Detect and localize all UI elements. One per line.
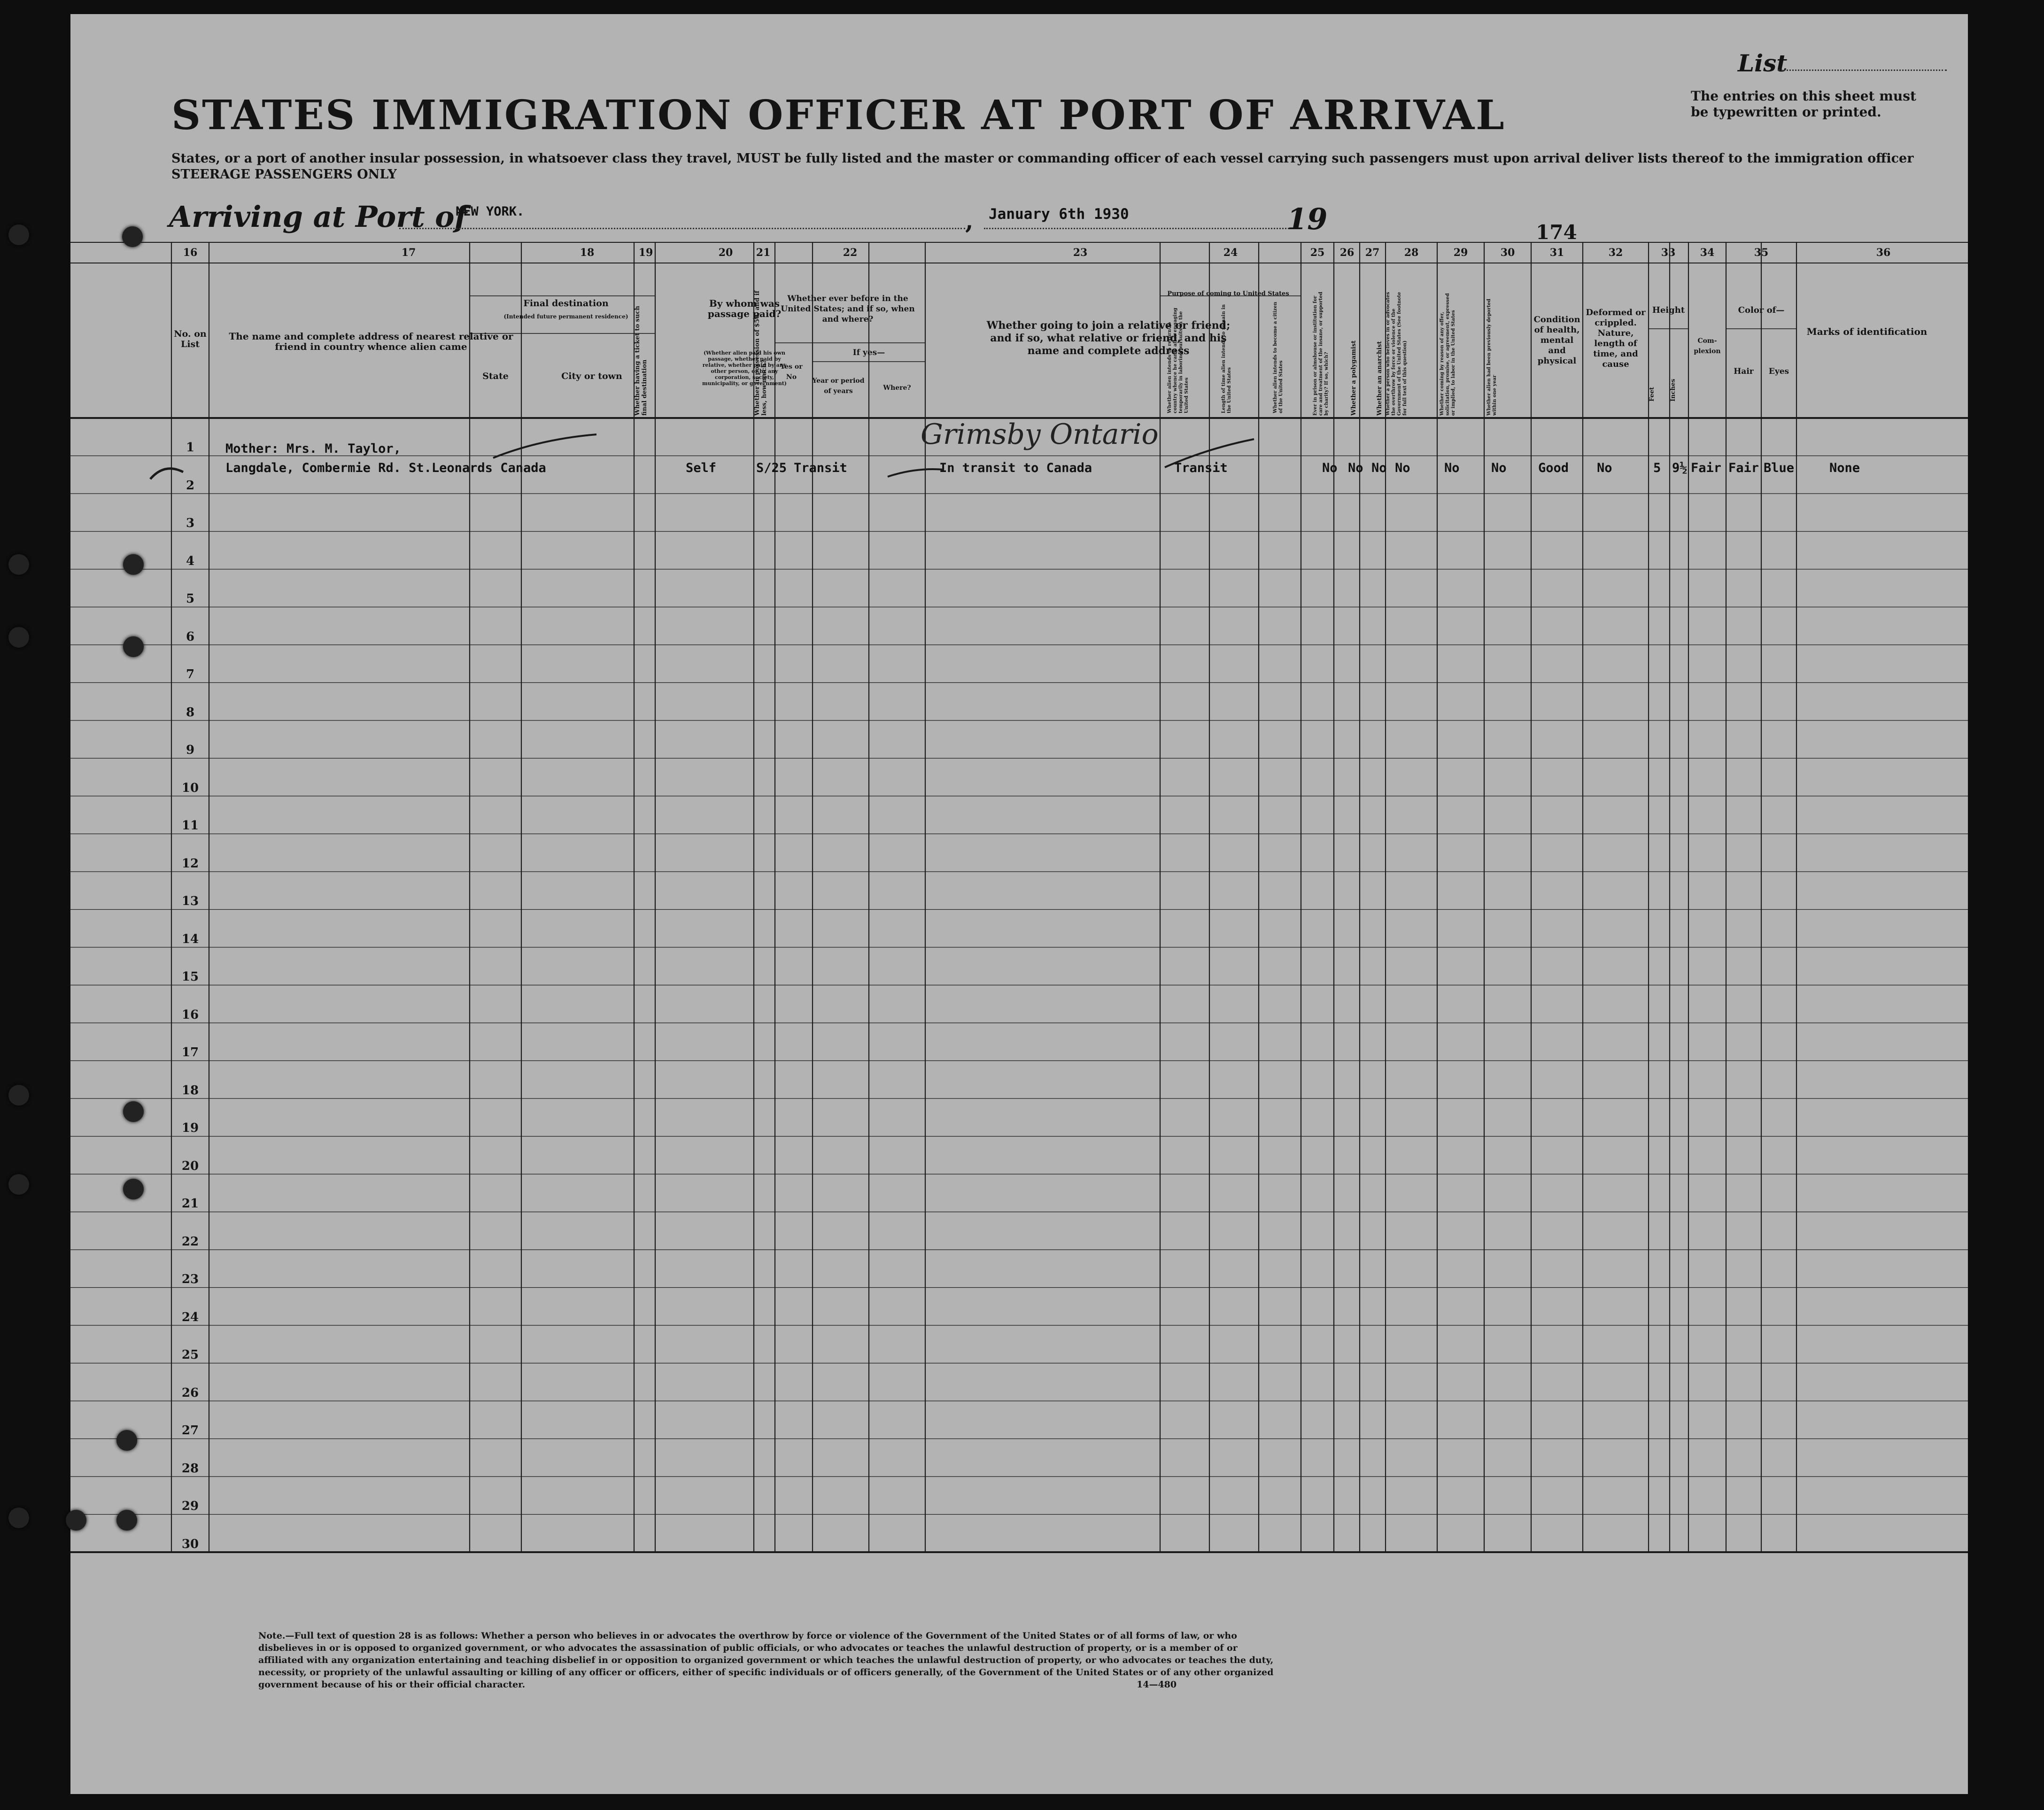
entry-c25: No (1322, 461, 1338, 475)
col22-yesno-header: Yes or No (780, 363, 803, 381)
date-line (984, 228, 1289, 229)
binder-hole (123, 554, 144, 575)
binder-hole (66, 1510, 86, 1531)
column-number: 33 (1661, 247, 1676, 259)
list-label: List (1738, 49, 1788, 77)
entry-c29: No (1444, 461, 1460, 475)
row-number: 15 (181, 970, 199, 984)
column-number: 36 (1876, 247, 1891, 259)
check-mark-purpose (1165, 439, 1254, 467)
binder-hole (8, 1508, 29, 1528)
entry-hair: Fair (1728, 461, 1759, 475)
column-number: 24 (1223, 247, 1238, 259)
arriving-label: Arriving at Port of (169, 200, 467, 234)
entry-joining-handwritten: Grimsby Ontario (921, 418, 1159, 451)
entry-feet: 5 (1653, 461, 1661, 475)
entry-relative-line1: Mother: Mrs. M. Taylor, (225, 441, 401, 456)
row-number: 6 (186, 629, 195, 644)
column-number: 25 (1310, 247, 1325, 259)
port-comma: , (965, 207, 974, 234)
col23-header: Whether going to join a relative or friend; and if so, what relative or friend, and his name and complete address (986, 319, 1231, 357)
col33-feet-header: Feet (1649, 387, 1656, 402)
row-number: 10 (181, 781, 199, 795)
col33-inches-header: Inches (1670, 379, 1677, 402)
binder-hole (116, 1430, 137, 1451)
column-number: 20 (718, 247, 733, 259)
col22-ifyes-header: If yes— (852, 348, 885, 357)
row-number: 22 (181, 1234, 199, 1249)
instruction-line-2: be typewritten or printed. (1691, 104, 1881, 120)
entry-paid-by: Self (686, 461, 717, 475)
col35-hair-header: Hair (1734, 367, 1754, 376)
col20-note: (Whether alien paid his own passage, whether paid by relative, whether paid by any other person, or by any corporation, society, municipality, or government) (702, 350, 787, 387)
row-number: 8 (186, 705, 195, 719)
column-number: 32 (1608, 247, 1623, 259)
entry-eyes: Blue (1764, 461, 1795, 475)
col17-header: The name and complete address of nearest relative or friend in country whence alien came (229, 331, 513, 352)
entry-joining: In transit to Canada (939, 461, 1092, 475)
subtitle-line: States, or a port of another insular possession, in whatsoever class they travel, MUST be fully listed and the master or commanding officer of each vessel carrying such passengers must upon arrival deliver lists thereof to the immigration officer (171, 151, 1914, 166)
entry-c27: No (1371, 461, 1387, 475)
col28-header: Whether a person who believes in or advocates the overthrow by force or violence of the Government of the United States (See footnote for full text of this question) (1386, 292, 1408, 416)
manifest-table (70, 242, 1968, 1594)
col30-header: Whether alien had been previously deported within one year (1487, 299, 1497, 416)
row-number: 18 (181, 1083, 199, 1098)
binder-hole (8, 1174, 29, 1195)
col18-state-header: State (482, 371, 509, 381)
row-number: 7 (186, 667, 195, 682)
col31-header: Condition of health, mental and physical (1533, 315, 1580, 366)
handwritten-checkmarks (70, 242, 1968, 571)
column-number: 18 (580, 247, 595, 259)
entry-inches: 9½ (1672, 461, 1688, 475)
binder-hole (116, 1510, 137, 1531)
row-number: 11 (181, 819, 199, 833)
col22-header: Whether ever before in the United States; and if so, when and where? (781, 294, 915, 324)
footnote-question-28: Note.—Full text of question 28 is as follows: Whether a person who believes in or advocates the overthrow by force or violence of the Government of the United States or of all forms of law, or who disbelieves in or is opposed to organized government, or who advocates the assassination of public officials, or who advocates or teaches the unlawful destruction of property, or is a member of or affiliated with any organization entertaining and teaching disbelief in or opposition to organized government or which teaches the unlawful destruction of property, or who advocates or teaches the duty, necessity, or propriety of the unlawful assaulting or killing of any officer or officers, either of specific individuals or of officers generally, of the Government of the United States or of any other organized government because of his or their official character. (258, 1631, 1274, 1690)
col24c-header: Whether alien intends to become a citizen of the United States (1273, 302, 1284, 413)
column-number: 27 (1365, 247, 1380, 259)
col25-header: Ever in prison or almshouse or institution for care and treatment of the insane, or supported by charity? If so, which? (1313, 292, 1329, 416)
entry-marks: None (1829, 461, 1860, 475)
column-number: 26 (1339, 247, 1355, 259)
col36-header: Marks of identification (1806, 326, 1928, 337)
row-number: 20 (181, 1159, 199, 1173)
port-value: NEW YORK. (456, 204, 525, 219)
check-mark-row1 (150, 469, 183, 479)
row-number: 14 (181, 932, 199, 946)
page-title: STATES IMMIGRATION OFFICER AT PORT OF ARRIVAL (171, 92, 1506, 139)
row-number: 1 (186, 441, 195, 455)
steerage-label: STEERAGE PASSENGERS ONLY (171, 167, 397, 182)
column-number: 22 (843, 247, 858, 259)
binder-hole (8, 627, 29, 648)
entry-health: Good (1538, 461, 1569, 475)
column-number: 28 (1404, 247, 1419, 259)
form-number: 14—480 (1137, 1679, 1177, 1690)
row-number: 4 (186, 554, 195, 568)
entry-before-in-us: Transit (794, 461, 847, 475)
year-prefix: 19 (1287, 202, 1328, 236)
column-number: 23 (1073, 247, 1088, 259)
col29-header: Whether coming by reason of any offer, solicitation, promise, or agreement, expressed or implied, to labor in the United States (1440, 293, 1456, 416)
check-mark-relative (493, 434, 596, 458)
row-number: 17 (181, 1045, 199, 1060)
col18-city-header: City or town (561, 371, 622, 381)
col16-header: No. on List (174, 329, 207, 349)
row-number: 13 (181, 894, 199, 909)
row-number: 30 (181, 1537, 199, 1551)
col19-header: Whether having a ticket to such final destination (634, 306, 648, 416)
instruction-line-1: The entries on this sheet must (1691, 88, 1916, 104)
binder-hole (8, 1085, 29, 1106)
row-number: 5 (186, 592, 195, 606)
binder-hole (123, 636, 144, 657)
column-number: 30 (1500, 247, 1515, 259)
col35-eyes-header: Eyes (1768, 367, 1789, 376)
check-mark-joining (888, 469, 944, 477)
col18-note: (Intended future permanent residence) (503, 313, 628, 320)
entry-deformed: No (1597, 461, 1612, 475)
row-number: 2 (186, 478, 195, 493)
column-number: 16 (183, 247, 198, 259)
col24a-header: Whether alien intends to return to country whence he came after engaging temporarily in laboring pursuits in the United States (1167, 308, 1189, 413)
column-number: 19 (638, 247, 653, 259)
col24b-header: Length of time alien intends to remain in the United States (1221, 304, 1232, 413)
column-number: 17 (401, 247, 416, 259)
column-number: 31 (1549, 247, 1564, 259)
entry-relative-line2: Langdale, Combermie Rd. St.Leonards Canada (225, 461, 546, 475)
entry-purpose: Transit (1174, 461, 1228, 475)
port-line (399, 228, 965, 229)
column-number: 34 (1700, 247, 1715, 259)
column-number: 29 (1453, 247, 1468, 259)
entry-complexion: Fair (1691, 461, 1722, 475)
col24-group-header: Purpose of coming to United States (1167, 290, 1289, 297)
col26-header: Whether a polygamist (1350, 340, 1357, 416)
manifest-sheet (70, 14, 1968, 1794)
binder-hole (8, 554, 29, 575)
col21-header: Whether in possession of $50, and if less, how much? (754, 290, 768, 416)
col18-header: Final destination (523, 298, 609, 309)
entry-money: S/25 (756, 461, 787, 475)
binder-hole (123, 1179, 144, 1199)
row-number: 25 (181, 1348, 199, 1362)
row-number: 12 (181, 856, 199, 871)
row-number: 26 (181, 1385, 199, 1400)
entry-c30: No (1491, 461, 1507, 475)
row-number: 29 (181, 1499, 199, 1514)
col32-header: Deformed or crippled. Nature, length of time, and cause (1586, 308, 1646, 369)
column-number: 35 (1754, 247, 1769, 259)
binder-hole (123, 1101, 144, 1122)
list-number-line (1778, 70, 1947, 71)
page-number: 174 (1536, 221, 1577, 244)
row-number: 21 (181, 1197, 199, 1211)
binder-hole (8, 224, 29, 245)
column-number: 21 (756, 247, 771, 259)
entry-c28: No (1395, 461, 1410, 475)
col27-header: Whether an anarchist (1376, 341, 1383, 416)
binder-hole (122, 226, 143, 247)
row-number: 23 (181, 1272, 199, 1287)
row-number: 27 (181, 1423, 199, 1438)
row-number: 19 (181, 1121, 199, 1136)
col22-year-header: Year or period of years (812, 377, 865, 395)
col22-where-header: Where? (883, 384, 911, 392)
row-number: 16 (181, 1007, 199, 1022)
entry-c26: No (1348, 461, 1363, 475)
col35-header: Color of— (1738, 305, 1785, 315)
col34-header: Com-plexion (1694, 337, 1721, 355)
row-number: 3 (186, 516, 195, 531)
row-number: 9 (186, 743, 195, 758)
date-value: January 6th 1930 (989, 206, 1129, 223)
col33-header: Height (1652, 305, 1685, 315)
row-number: 28 (181, 1461, 199, 1476)
row-number: 24 (181, 1310, 199, 1324)
col20-header: By whom was passage paid? (707, 298, 782, 319)
